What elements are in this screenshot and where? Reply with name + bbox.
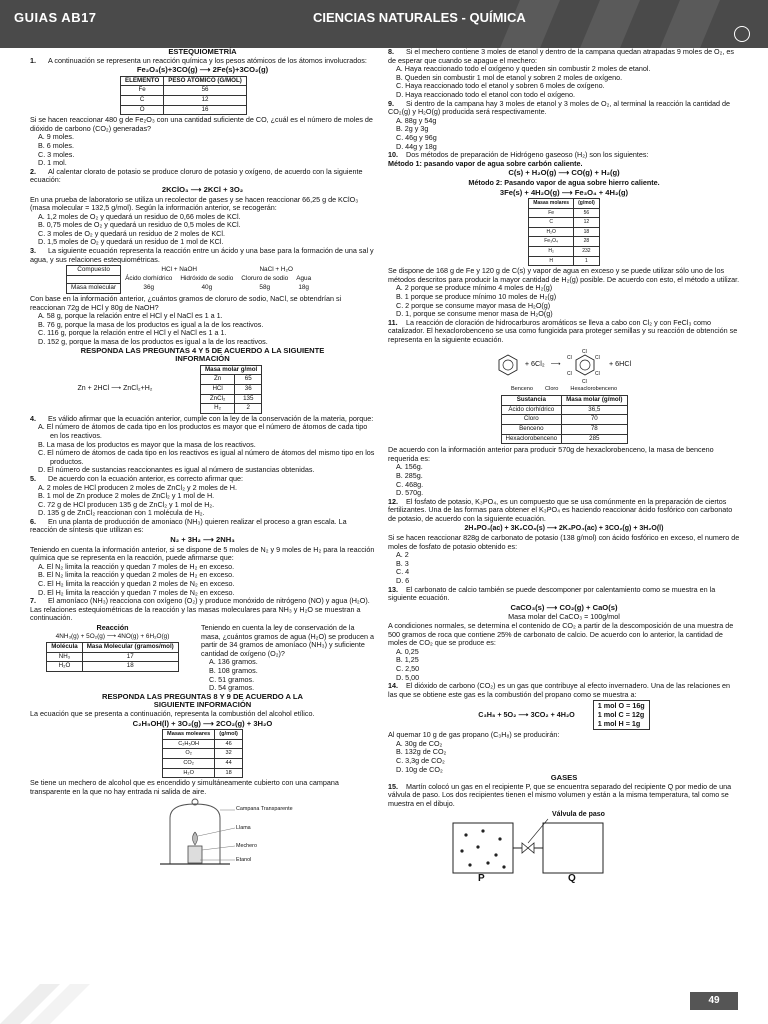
question-text: La reacción de cloración de hidrocarburos aromáticos se lleva a cabo con Cl₂ y con FeCl₃ como catalizador. El hexaclorobenceno se usa como fungicida para proteger semillas y su reacción de obtención se representa en la siguiente ecuación. [388,317,738,344]
table-cell: 36,5 [562,405,627,415]
answer-option[interactable]: B. 108 gramos. [209,665,258,675]
table-cell: 232 [574,247,600,257]
method-title: Método 2: Pasando vapor de agua sobre hierro caliente. [468,177,660,187]
table-cell [67,275,121,284]
answer-option[interactable]: A. 0,25 [396,646,419,656]
question-text: Si el mechero contiene 3 moles de etanol y dentro de la campana quedan atrapadas 9 moles de O₂, es de esperar que cuando se apague el mechero: [388,47,735,65]
table-cell: C [529,218,574,228]
table-cell: 78 [562,424,627,434]
question-number: 1. [30,55,36,65]
benzene-ring-icon [497,353,519,377]
question-prompt: En una prueba de laboratorio se utiliza un recolector de gases y se hacen reaccionar 66,25 g de KClO₃ (masa molecular = 132,5 g/mol). Según la información anterior, se recogerán: [30,194,359,213]
valve-label: Válvula de paso [552,810,605,818]
answer-option[interactable]: A. 136 gramos. [209,657,258,667]
equation: 2H₃PO₄(ac) + 3K₂CO₃(s) ⟶ 2K₃PO₄(ac) + 3CO₂(g) + 3H₂O(l) [464,524,664,532]
answer-option[interactable]: D. 1,5 moles de O₂ y quedará un residuo de 1 mol de KCl. [38,237,224,247]
answer-option[interactable]: C. 468g. [396,479,424,489]
table-cell: H₂ [529,247,574,257]
table-cell: 44 [215,758,243,768]
reactant-text: + 6Cl₂ [524,359,545,369]
table-cell: 36g [143,284,155,292]
question-text: El amoníaco (NH₃) reacciona con oxígeno (O₂) y produce monóxido de nitrógeno (NO) y agua (H₂O). Las relaciones estequiométricas de la reacción y las masas moleculares para NH₃ y H₂O se muestran a continuación. [30,596,370,623]
answer-option[interactable]: C. El número de átomos de cada tipo en los reactivos es igual al número de átomos del mismo tipo en los productos. [38,448,375,466]
table-cell: Agua [296,275,312,283]
table-cell: Benceno [501,424,562,434]
question-prompt: Al quemar 10 g de gas propano (C₃H₈) se producirán: [388,730,560,740]
table-cell: Compuesto [67,266,121,276]
question-1 [30,57,375,168]
table-cell: H [529,256,574,266]
table-header: (g/mol) [574,199,600,209]
question-text: De acuerdo con la ecuación anterior, es correcto afirmar que: [48,473,243,483]
table-cell: NH₃ [47,652,82,662]
mass-box [593,700,650,730]
answer-option[interactable]: D. Haya reaccionado todo el etanol con todo el oxígeno. [396,89,576,99]
table-cell: 36 [235,384,262,394]
question-7 [30,597,375,693]
question-number: 15. [388,781,398,791]
product-text: + 6HCl [608,359,632,369]
answer-option[interactable]: A. 58 g, porque la relación entre el HCl y el NaCl es 1 a 1. [38,311,223,321]
answer-option[interactable]: B. 2g y 3g [396,124,429,134]
table-cell: Ácido clorhídrico [125,275,173,283]
answer-option[interactable]: A. 2 [396,550,409,560]
question-text: La siguiente ecuación representa la reacción entre un ácido y una base para la formación de una sal y agua, y sus relaciones estequiométricas. [30,246,374,264]
answer-option[interactable]: B. El N₂ limita la reacción y quedan 2 moles de H₂ en exceso. [38,570,235,580]
answer-option[interactable]: A. 9 moles. [38,132,74,142]
question-text: A continuación se representa un reacción química y los pesos atómicos de los átomos involucrados: [48,55,367,65]
chlorination-reaction [388,345,740,385]
hexachlorobenzene-icon [567,346,603,384]
question-10 [388,151,740,319]
answer-option[interactable]: B. 1 porque se produce mínimo 10 moles de H₂(g) [396,292,557,302]
answer-option[interactable]: C. 4 [396,567,410,577]
answer-option[interactable]: B. 285g. [396,470,423,480]
question-prompt: Con base en la información anterior, ¿cuántos gramos de cloruro de sodio, NaCl, se obtendrían si reaccionan 72g de HCl y 80g de NaOH? [30,294,342,312]
equation: CaCO₃(s) ⟶ CO₂(g) + CaO(s) [510,602,618,612]
answer-option[interactable]: A. El N₂ limita la reacción y quedan 7 moles de H₂ en exceso. [38,561,235,571]
propane-reaction [388,700,740,730]
table-cell: C₂H₅OH [163,739,215,749]
question-7-prompt [201,624,375,693]
answer-option[interactable]: B. 6 moles. [38,140,74,150]
reaction-title: Reacción [96,623,129,632]
arrow-icon: ⟶ [550,359,561,369]
question-15 [388,783,740,887]
question-7-body [30,624,375,693]
answer-option[interactable]: B. 1 mol de Zn produce 2 moles de ZnCl₂ y 1 mol de H. [38,491,215,501]
svg-text:Cl: Cl [581,348,587,355]
caption: Hexaclorobenceno [570,385,618,392]
mass-line: 1 mol H = 1g [597,718,641,728]
container-p-label: P [478,872,485,884]
footer-decoration [0,964,768,1024]
question-14 [388,682,740,774]
svg-text:Cl: Cl [594,370,600,377]
answer-option[interactable]: D. 44g y 18g [396,141,437,151]
equation: N₂ + 3H₂ ⟶ 2NH₃ [170,535,235,545]
table-cell: 28 [574,237,600,247]
question-number: 12. [388,496,398,506]
answer-option[interactable]: D. 10g de CO₂ [396,764,443,774]
question-number: 6. [30,516,36,526]
table-cell: Fe [529,208,574,218]
table-header: Masas moleares [163,730,215,740]
question-4 [30,415,375,475]
answer-option[interactable]: A. 2 porque se produce mínimo 4 moles de H₂(g) [396,283,553,293]
answer-option[interactable]: A. 30g de CO₂ [396,738,443,748]
figure-label: Llama [236,825,251,832]
answer-option[interactable]: D. El número de sustancias reaccionantes es igual al número de sustancias obtenidas. [38,465,315,475]
svg-text:Cl: Cl [566,354,572,361]
table-cell: 16 [164,105,247,115]
molar-mass-table [200,365,262,414]
table-cell: HCl [201,384,235,394]
question-number: 5. [30,473,36,483]
table-cell: 285 [562,434,627,444]
question-11 [388,319,740,498]
info-text: La ecuación que se presenta a continuación, representa la combustión del alcohol etílico. [30,708,315,718]
table-cell: 135 [235,394,262,404]
question-prompt: A condiciones normales, se determina el contenido de CO₂ a partir de la descomposición de una muestra de 500 gramos de roca que contiene 25% de carbonato de calcio. De acuerdo con lo anterior, la cantidad de moles de CO₂ que se produce es: [388,621,734,648]
equation: 4NH₃(g) + 5O₂(g) ⟶ 4NO(g) + 6H₂O(g) [55,632,170,640]
table-cell: 12 [574,218,600,228]
table-cell: Hidróxido de sodio [180,275,234,283]
table-cell: H₂O [529,227,574,237]
figure-label: Mechero [236,843,257,850]
table-cell: H₂O [163,768,215,778]
answer-option[interactable]: C. 3 moles de O₂ y quedará un residuo de 2 moles de KCl. [38,228,225,238]
table-cell: 46 [215,739,243,749]
question-number: 4. [30,413,36,423]
answer-option[interactable]: C. El H₂ limita la reacción y quedan 2 moles de N₂ en exceso. [38,579,235,589]
question-3 [30,247,375,347]
table-header: Molécula [47,643,82,653]
molecule-table [46,642,178,672]
question-9 [388,100,740,152]
answer-option[interactable]: A. 1,2 moles de O₂ y quedará un residuo de 0,66 moles de KCl. [38,211,241,221]
table-cell: Fe₃O₄ [529,237,574,247]
combustion-table [162,729,243,778]
guide-title: GUIAS AB17 [14,10,97,25]
question-13 [388,586,740,683]
question-number: 11. [388,317,398,327]
table-cell: 32 [215,749,243,759]
equation: 2KClO₃ ⟶ 2KCl + 3O₂ [161,184,244,194]
question-text: Es válido afirmar que la ecuación anterior, cumple con la ley de la conservación de la materia, porque: [48,413,374,423]
answer-option[interactable]: C. 3,3g de CO₂ [396,755,445,765]
answer-option[interactable]: D. 1 mol. [38,158,67,168]
equation: C₂H₅OH(l) + 3O₂(g) ⟶ 2CO₂(g) + 3H₂O [132,718,273,728]
table-cell: 18 [82,662,178,672]
page-number: 49 [690,992,738,1010]
table-cell: 17 [82,652,178,662]
answer-option[interactable]: D. 54 gramos. [209,683,255,693]
table-cell: 2 [235,404,262,414]
table-header: Masa molar (g/mol) [562,396,627,406]
table-cell: 40g [201,284,213,292]
answer-option[interactable]: C. 2,50 [396,664,420,673]
info-text: Se tiene un mechero de alcohol que es encendido y simultáneamente cubierto con una campana transparente en la que no hay entrada ni salida de aire. [30,778,339,796]
table-cell: Masa molecular [67,284,121,294]
answer-option[interactable]: C. Haya reaccionado todo el etanol y sobren 6 moles de oxígeno. [396,81,605,91]
question-text: Si dentro de la campana hay 3 moles de etanol y 3 moles de O₂, al terminal la reacción la cantidad de CO₂(g) y H₂O(g) producida será respectivamente. [388,98,731,117]
answer-option[interactable]: B. 1,25 [396,655,419,665]
table-cell: 58g [259,284,271,292]
question-prompt: De acuerdo con la información anterior para producir 570g de hexaclorobenceno, la masa de benceno requerida es: [388,445,714,463]
molar-mass-table [528,198,600,266]
section-instruction: RESPONDA LAS PREGUNTAS 4 Y 5 DE ACUERDO A LA SIGUIENTE INFORMACIÓN [80,345,325,364]
question-2 [30,168,375,247]
answer-option[interactable]: A. El número de átomos de cada tipo en los productos es mayor que el número de átomos de cada tipo en los reactivos. [38,422,368,440]
question-number: 3. [30,246,36,256]
page-header [0,0,768,48]
answer-option[interactable]: D. 1, porque se consume menor masa de H₂O(g) [396,309,553,319]
mass-line: 1 mol O = 16g [597,701,645,711]
svg-text:Cl: Cl [566,370,572,377]
table-header: Masa Molecular (gramos/mol) [82,643,178,653]
table-cell: CO₂ [163,758,215,768]
answer-option[interactable]: B. 132g de CO₂ [396,747,447,757]
bell-jar-figure [30,798,375,870]
table-cell: HCl + NaOH [161,266,198,274]
equation: Zn + 2HCl ⟶ ZnCl₂+H₂ [77,384,153,392]
svg-text:Cl: Cl [594,354,600,361]
table-cell: Hexaclorobenceno [501,434,562,444]
table-cell: Fe [121,86,164,96]
table-header: Sustancia [501,396,562,406]
answer-option[interactable]: A. 2 moles de HCl producen 2 moles de ZnCl₂ y 2 moles de H. [38,482,237,492]
answer-option[interactable]: C. 46g y 96g [396,132,437,142]
answer-option[interactable]: C. 72 g de HCl producen 135 g de ZnCl₂ y 1 mol de H₂. [38,499,215,509]
question-5 [30,475,375,518]
question-6 [30,518,375,597]
table-cell: C [121,95,164,105]
question-prompt: Si se hacen reaccionar 828g de carbonato de potasio (138 g/mol) con ácido fosfórico en exceso, el numero de moles de fosfato de potasio obtenido es: [388,533,740,551]
table-cell: Ácido clorhídrico [501,405,562,415]
table-cell: 56 [164,86,247,96]
method-title: Método 1: pasando vapor de agua sobre carbón caliente. [388,158,583,168]
question-prompt: Teniendo en cuenta la información anterior, si se dispone de 5 moles de N₂ y 9 moles de H₂ para la reacción química que se representa en la reacción, puede afirmarse que: [30,544,375,563]
equation: C(s) + H₂O(g) ⟶ CO(g) + H₂(g) [508,168,620,178]
question-number: 8. [388,47,394,56]
table-header: ELEMENTO [121,76,164,86]
question-8 [388,48,740,100]
table-cell: H₂O [47,662,82,672]
figure-label: Campana Transparente [236,806,293,813]
atomic-weight-table [120,76,247,115]
question-number: 14. [388,681,398,691]
answer-option[interactable]: A. 156g. [396,462,423,472]
table-cell: 18 [215,768,243,778]
table-cell: O [121,105,164,115]
question-text: Martín colocó un gas en el recipiente P, que se encuentra separado del recipiente Q por medio de una válvula de paso. Los dos recipientes tienen el mismo volumen y están a la misma temperatura, tal como se muestra en el dibujo. [388,781,732,808]
svg-text:Cl: Cl [581,378,587,384]
mass-line: 1 mol C = 12g [597,709,645,719]
question-12 [388,498,740,586]
answer-option[interactable]: C. 51 gramos. [209,674,255,684]
table-cell: 18g [298,284,309,292]
figure-label: Etanol [236,857,252,864]
table-cell: 65 [235,375,262,385]
right-column [388,48,740,887]
section-title: ESTEQUIOMETRÍA [168,47,237,56]
table-header: Masa molar g/mol [201,365,262,375]
equation: C₃H₈ + 5O₂ ⟶ 3CO₂ + 4H₂O [478,709,575,719]
reaction-box [30,624,195,693]
table-header: PESO ATÓMICO (G/MOL) [164,76,247,86]
question-number: 10. [388,150,398,160]
question-prompt: Si se hacen reaccionar 480 g de Fe₂O₃ con una cantidad suficiente de CO, ¿cuál es el número de moles de dióxido de carbono (CO₂) generadas? [30,115,373,133]
answer-option[interactable]: B. 0,75 moles de O₂ y quedará un residuo de 0,5 moles de KCl. [38,220,241,230]
answer-option[interactable]: D. 570g. [396,488,424,498]
table-header: (g/mol) [215,730,243,740]
table-cell: Cloro [501,415,562,425]
table-cell: 56 [574,208,600,218]
caption: Benceno [510,385,534,392]
answer-option[interactable]: D. 135 g de ZnCl₂ reaccionan con 1 molécula de H₂. [38,508,205,518]
section-instruction: RESPONDA LAS PREGUNTAS 8 Y 9 DE ACUERDO A LA SIGUIENTE INFORMACIÓN [102,691,303,710]
answer-option[interactable]: C. 2 porque se consume mayor masa de H₂O(g) [396,300,551,310]
table-cell: ZnCl₂ [201,394,235,404]
question-text: El dióxido de carbono (CO₂) es un gas que contribuye al efecto invernadero. Una de las relaciones en las que se obtiene este gas es la combustión del propano como se muestra a: [388,681,731,699]
answer-option[interactable]: D. 5,00 [396,672,420,682]
question-prompt: Teniendo en cuenta la ley de conservación de la masa, ¿cuántos gramos de agua (H₂O) se producen a partir de 34 gramos de amoníaco (NH₃) y suficiente cantidad de oxígeno (O₂)? [201,623,374,658]
question-text: El carbonato de calcio también se puede descomponer por calentamiento como se muestra en la siguiente ecuación. [388,584,716,603]
answer-option[interactable]: D. 152 g, porque la masa de los productos es igual a la de los reactivos. [38,337,268,346]
question-number: 7. [30,596,36,606]
question-number: 2. [30,166,36,176]
caption: Cloro [545,385,559,392]
container-q-label: Q [568,872,576,884]
question-prompt: Se dispone de 168 g de Fe y 120 g de C(s) y vapor de agua en exceso y se puede utilizar sólo uno de los métodos descritos para producir la mayor cantidad de H₂(g) posible. De acuerdo con esto, el método a utilizar. [388,266,740,284]
answer-option[interactable]: D. El H₂ limita la reacción y quedan 7 moles de N₂ en exceso. [38,587,235,597]
page-footer [0,964,768,1024]
answer-option[interactable]: A. 88g y 54g [396,115,437,125]
zinc-reaction [30,365,375,414]
table-header: Masas molares [529,199,574,209]
reaction-captions [388,385,740,394]
substance-table [501,395,628,444]
question-text: El fosfato de potasio, K₃PO₄, es un compuesto que se usa comúnmente en la preparación de ciertos fertilizantes. Una de las formas para obtener el K₃PO₄ es haciendo reaccionar ácido fosfórico con carbonato de potasio, de acuerdo con la siguiente ecuación. [388,496,733,523]
check-icon [734,26,750,42]
answer-option[interactable]: D. 6 [396,576,410,586]
table-cell: 12 [164,95,247,105]
gas-containers-drawing [448,810,678,883]
table-cell: NaCl + H₂O [259,266,293,274]
table-cell: Zn [201,375,235,385]
equation: 3Fe(s) + 4H₂O(g) ⟶ Fe₃O₄ + 4H₂(g) [499,187,629,197]
containers-figure [388,809,740,887]
table-cell: H₂ [201,404,235,414]
question-text: Al calentar clorato de potasio se produce cloruro de potasio y oxígeno, de acuerdo con la siguiente ecuación: [30,166,363,185]
left-column [30,48,375,870]
question-text: En una planta de producción de amoniaco (NH₃) quieren realizar el proceso a gran escala. La reacción de síntesis que utilizan es: [30,516,347,535]
section-title: GASES [550,773,578,783]
answer-option[interactable]: C. 116 g, porque la relación entre el HCl y el NaCl es 1 a 1. [38,328,227,338]
equation: Fe₂O₃(s)+3CO(g) ⟶ 2Fe(s)+3CO₂(g) [136,65,269,75]
subject-title: CIENCIAS NATURALES - QUÍMICA [313,10,526,25]
question-number: 9. [388,98,394,108]
answer-option[interactable]: A. Haya reaccionado todo el oxígeno y queden sin combustir 2 moles de etanol. [396,64,651,74]
answer-option[interactable]: B. Queden sin combustir 1 mol de etanol y sobren 2 moles de oxígeno. [396,72,623,82]
answer-option[interactable]: B. 3 [396,558,409,568]
table-cell: 18 [574,227,600,237]
molar-mass-note: Masa molar del CaCO₃ = 100g/mol [508,612,620,622]
question-number: 13. [388,584,398,594]
question-text: Dos métodos de preparación de Hidrógeno gaseoso (H₂) son los siguientes: [406,150,649,160]
table-cell: 1 [574,256,600,266]
answer-option[interactable]: C. 3 moles. [38,149,75,159]
table-cell: Cloruro de sodio [241,275,289,283]
answer-option[interactable]: B. La masa de los productos es mayor que la masa de los reactivos. [38,439,256,449]
answer-option[interactable]: B. 76 g, porque la masa de los productos es igual a la de los reactivos. [38,319,264,329]
acid-base-table [66,265,315,294]
table-cell: O₂ [163,749,215,759]
table-cell: 70 [562,415,627,425]
